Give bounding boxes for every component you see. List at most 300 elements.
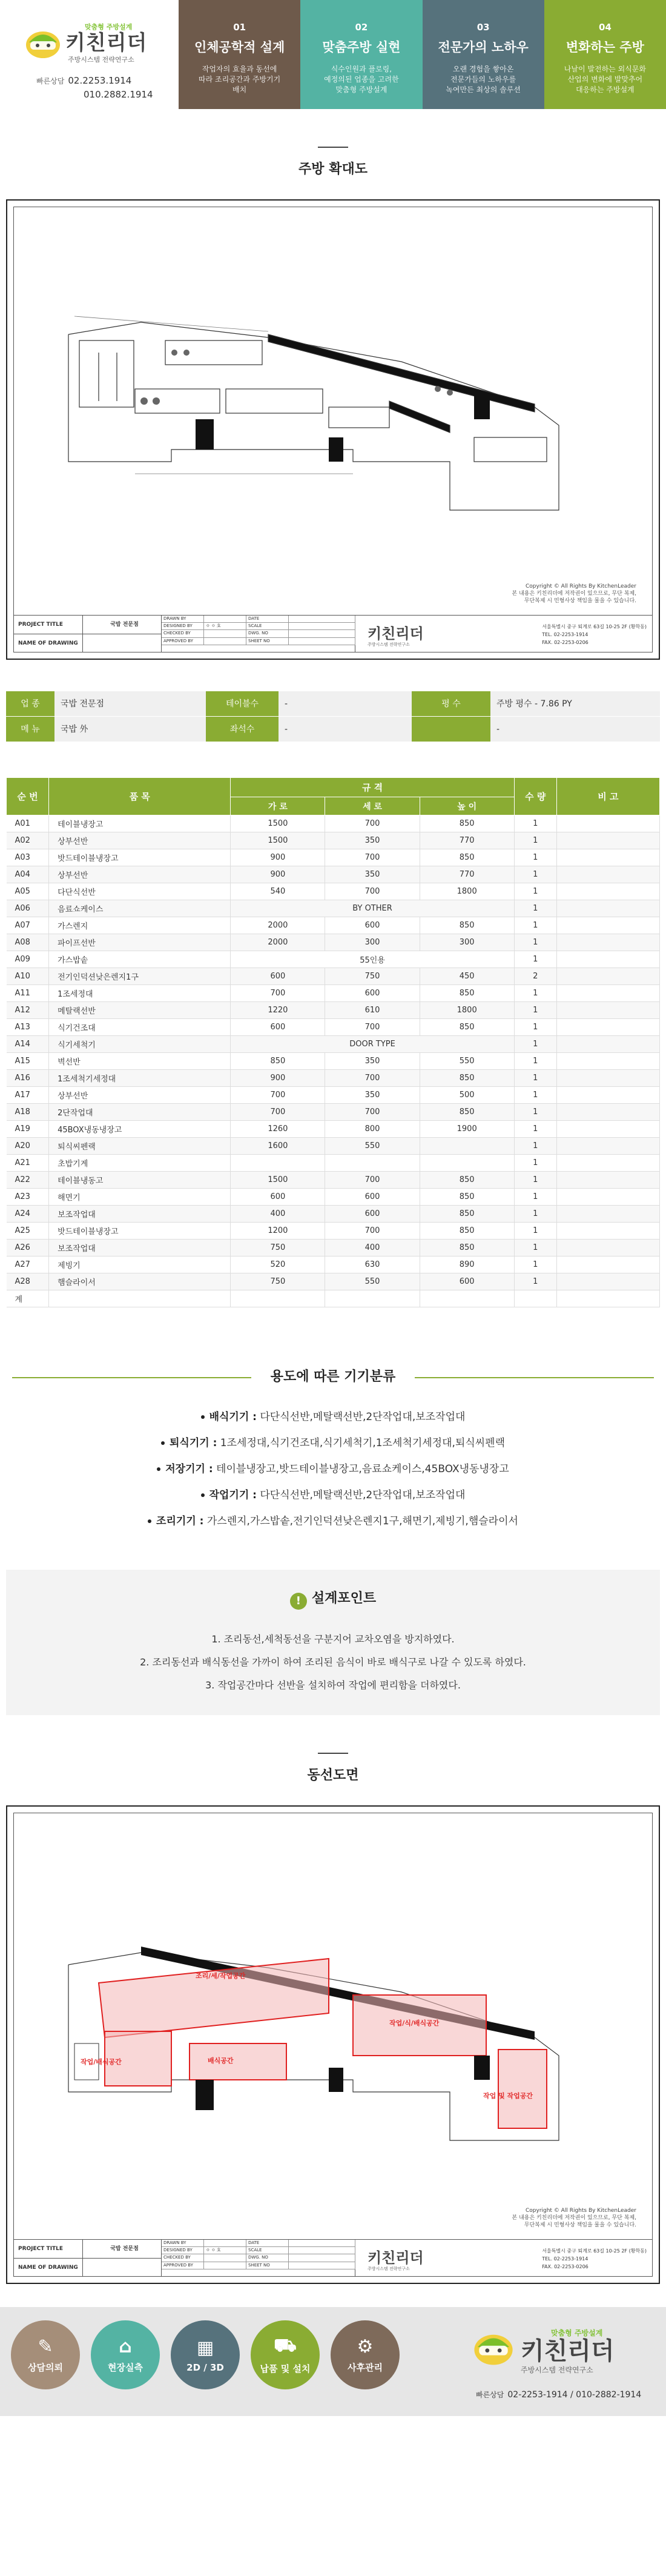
cell-width: 850 xyxy=(231,1053,325,1070)
cell-size: BY OTHER xyxy=(231,900,514,917)
bullet-icon xyxy=(148,1519,151,1523)
cell-depth: 610 xyxy=(325,1002,420,1019)
cell-code: A05 xyxy=(7,883,49,900)
copyright-note xyxy=(512,583,636,605)
title-block-field xyxy=(204,638,246,645)
usage-item xyxy=(0,1430,666,1456)
tab-title: 변화하는 주방 xyxy=(565,40,644,55)
table-row xyxy=(7,1121,660,1138)
usage-list xyxy=(0,1404,666,1535)
cell-qty: 1 xyxy=(514,985,556,1002)
cell-qty: 1 xyxy=(514,1121,556,1138)
company-address xyxy=(542,2247,647,2271)
cell-note xyxy=(556,1240,659,1256)
info-label-tables: 테이블수 xyxy=(206,691,279,716)
tel-line: TEL. 02-2253-1914 xyxy=(542,632,589,637)
cell-size: 55인용 xyxy=(231,951,514,968)
title-block-field: DATE xyxy=(246,616,289,623)
section-title-flow xyxy=(0,1715,666,1784)
cell-empty xyxy=(49,1290,231,1307)
cell-note xyxy=(556,1223,659,1240)
col-item: 품 목 xyxy=(49,778,231,815)
copyright-line: 무단복제 시 민형사상 책임을 물을 수 있습니다. xyxy=(524,2222,636,2228)
cell-height: 1900 xyxy=(420,1121,514,1138)
cell-code: A27 xyxy=(7,1256,49,1273)
cell-qty: 1 xyxy=(514,1172,556,1189)
cell-depth: 700 xyxy=(325,1104,420,1121)
cell-code: A07 xyxy=(7,917,49,934)
footer-logo-brand: 키친리더 xyxy=(521,2337,615,2365)
title-block-field: ㅇ ㅇ 호 xyxy=(204,623,246,630)
cell-width: 1500 xyxy=(231,815,325,832)
title-block-fields xyxy=(162,616,355,652)
cell-note xyxy=(556,1206,659,1223)
table-row xyxy=(7,1104,660,1121)
cell-total-label: 계 xyxy=(7,1290,49,1307)
col-height: 높 이 xyxy=(420,797,514,815)
title-block-field: ㅇ ㅇ 호 xyxy=(204,2247,246,2254)
step-label: 납품 및 설치 xyxy=(260,2363,311,2374)
project-name: 국밥 전문점 xyxy=(83,2240,161,2259)
cell-qty: 1 xyxy=(514,1155,556,1172)
copyright-line: Copyright © All Rights By KitchenLeader xyxy=(525,2208,636,2214)
cell-depth: 700 xyxy=(325,849,420,866)
cell-name: 상부선반 xyxy=(49,1087,231,1104)
title-block-field xyxy=(204,2254,246,2262)
cell-name: 45BOX냉동냉장고 xyxy=(49,1121,231,1138)
copyright-line: 무단복제 시 민형사상 책임을 물을 수 있습니다. xyxy=(524,598,636,604)
cell-note xyxy=(556,1104,659,1121)
cell-qty: 1 xyxy=(514,1053,556,1070)
cell-height: 450 xyxy=(420,968,514,985)
cell-width: 900 xyxy=(231,866,325,883)
usage-title: 용도에 따른 기기분류 xyxy=(270,1369,396,1384)
title-block-field xyxy=(289,616,355,623)
title-block-field: DWG. NO xyxy=(246,630,289,637)
cell-name: 보조작업대 xyxy=(49,1206,231,1223)
cell-qty: 1 xyxy=(514,1087,556,1104)
cell-note xyxy=(556,900,659,917)
cell-width: 750 xyxy=(231,1273,325,1290)
col-depth: 세 로 xyxy=(325,797,420,815)
cell-note xyxy=(556,1019,659,1036)
cell-qty: 1 xyxy=(514,883,556,900)
cell-depth: 300 xyxy=(325,934,420,951)
drawing-name-label: NAME OF DRAWING xyxy=(18,2265,78,2271)
table-row xyxy=(7,985,660,1002)
cell-qty: 1 xyxy=(514,1002,556,1019)
cell-height: 850 xyxy=(420,815,514,832)
feature-tab-2[interactable] xyxy=(300,0,422,109)
cell-code: A10 xyxy=(7,968,49,985)
logo-mark-icon xyxy=(24,24,62,59)
header-line-right xyxy=(415,1377,654,1378)
design-points-list xyxy=(6,1628,660,1697)
title-divider xyxy=(318,147,348,148)
cell-height: 300 xyxy=(420,934,514,951)
bullet-icon xyxy=(201,1493,205,1497)
phone-1[interactable]: 02.2253.1914 xyxy=(68,75,132,86)
cell-height: 550 xyxy=(420,1053,514,1070)
cell-height: 770 xyxy=(420,832,514,849)
col-size: 규 격 xyxy=(231,778,514,797)
cell-height: 850 xyxy=(420,1172,514,1189)
cell-depth: 550 xyxy=(325,1138,420,1155)
usage-value: 다단식선반,메탈랙선반,2단작업대,보조작업대 xyxy=(260,1411,466,1423)
table-row xyxy=(7,1240,660,1256)
title-block-field xyxy=(289,638,355,645)
design-point: 3. 작업공간마다 선반을 설치하여 작업에 편리함을 더하였다. xyxy=(205,1679,461,1691)
col-qty: 수 량 xyxy=(514,778,556,815)
table-row xyxy=(7,849,660,866)
zone-label-cook: 조리/세/작업공간 xyxy=(196,1972,246,1980)
title-block-field: DESIGNED BY xyxy=(162,2247,204,2254)
info-row xyxy=(6,717,660,742)
table-row xyxy=(7,1172,660,1189)
copyright-line: Copyright © All Rights By KitchenLeader xyxy=(525,583,636,589)
cell-name: 2단작업대 xyxy=(49,1104,231,1121)
cell-width: 400 xyxy=(231,1206,325,1223)
title-block-field xyxy=(204,616,246,623)
title-block-field: SHEET NO xyxy=(246,638,289,645)
cell-name: 초밥기계 xyxy=(49,1155,231,1172)
cell-height: 850 xyxy=(420,1019,514,1036)
table-row xyxy=(7,917,660,934)
table-row xyxy=(7,1256,660,1273)
footer-contact-label: 빠른상담 xyxy=(476,2391,504,2399)
cell-qty: 1 xyxy=(514,917,556,934)
info-label-menu: 메 뉴 xyxy=(6,717,54,742)
step-label: 2D / 3D xyxy=(186,2362,224,2373)
info-value-blank: - xyxy=(490,717,660,742)
table-row xyxy=(7,883,660,900)
cell-name: 전기인덕션낮은렌지1구 xyxy=(49,968,231,985)
kitchen-plan-drawing xyxy=(6,199,660,660)
zone-label-serve: 배식공간 xyxy=(208,2057,234,2065)
cell-qty: 1 xyxy=(514,832,556,849)
cell-height: 1800 xyxy=(420,883,514,900)
title-block-field xyxy=(204,2240,246,2247)
title-block-field: DRAWN BY xyxy=(162,616,204,623)
cell-width: 700 xyxy=(231,1104,325,1121)
cell-width: 540 xyxy=(231,883,325,900)
cell-width: 900 xyxy=(231,1070,325,1087)
feature-tab-3[interactable] xyxy=(423,0,544,109)
cell-height: 850 xyxy=(420,1189,514,1206)
cell-note xyxy=(556,1121,659,1138)
cell-code: A21 xyxy=(7,1155,49,1172)
title-divider xyxy=(318,1753,348,1754)
cell-width: 1220 xyxy=(231,1002,325,1019)
cell-depth: 350 xyxy=(325,1053,420,1070)
cell-name: 가스렌지 xyxy=(49,917,231,934)
usage-value: 다단식선반,메탈랙선반,2단작업대,보조작업대 xyxy=(260,1489,466,1501)
cell-qty: 2 xyxy=(514,968,556,985)
cell-name: 퇴식씨펜랙 xyxy=(49,1138,231,1155)
info-row xyxy=(6,691,660,717)
cell-note xyxy=(556,1053,659,1070)
address-line: 서울특별시 중구 퇴계로 63길 10-25 2F (황학동) xyxy=(542,624,647,629)
header-contact xyxy=(36,74,153,101)
cell-width xyxy=(231,1155,325,1172)
cell-depth: 600 xyxy=(325,1189,420,1206)
cell-name: 가스밥솥 xyxy=(49,951,231,968)
cell-code: A18 xyxy=(7,1104,49,1121)
cell-code: A25 xyxy=(7,1223,49,1240)
cell-depth: 800 xyxy=(325,1121,420,1138)
usage-key: 조리기기 : xyxy=(156,1515,204,1527)
tab-description: 작업자의 효율과 동선에 따라 조리공간과 주방기기 배치 xyxy=(199,65,281,94)
table-row xyxy=(7,1189,660,1206)
usage-key: 배식기기 : xyxy=(209,1411,257,1423)
titleblock-logo-text: 키친리더 xyxy=(368,625,424,642)
cell-code: A03 xyxy=(7,849,49,866)
cell-depth: 350 xyxy=(325,1087,420,1104)
cell-height: 850 xyxy=(420,1104,514,1121)
table-row xyxy=(7,866,660,883)
step-icon: ✎ xyxy=(38,2336,53,2357)
cell-note xyxy=(556,934,659,951)
tab-number: 02 xyxy=(355,22,368,33)
cell-depth: 630 xyxy=(325,1256,420,1273)
cell-qty: 1 xyxy=(514,900,556,917)
tab-number: 04 xyxy=(598,22,612,33)
cell-height: 890 xyxy=(420,1256,514,1273)
equipment-spec-table xyxy=(6,777,660,1307)
footer-logo-tag: 맞춤형 주방설계 xyxy=(551,2329,603,2337)
cell-qty: 1 xyxy=(514,849,556,866)
col-width: 가 로 xyxy=(231,797,325,815)
table-row xyxy=(7,1053,660,1070)
cell-depth: 400 xyxy=(325,1240,420,1256)
step-label: 사후관리 xyxy=(348,2362,383,2373)
tab-description: 식수인원과 플로링, 예정의된 업종을 고려한 맞춤형 주방설계 xyxy=(324,65,399,94)
drawing-title-block xyxy=(13,2239,653,2277)
cell-width: 1260 xyxy=(231,1121,325,1138)
table-row xyxy=(7,934,660,951)
address-line: 서울특별시 중구 퇴계로 63길 10-25 2F (황학동) xyxy=(542,2248,647,2254)
cell-depth: 600 xyxy=(325,1206,420,1223)
cell-height xyxy=(420,1155,514,1172)
table-row xyxy=(7,900,660,917)
table-row xyxy=(7,1070,660,1087)
info-label-type: 업 종 xyxy=(6,691,54,716)
info-label-blank xyxy=(412,717,490,742)
cell-name: 벽선반 xyxy=(49,1053,231,1070)
cell-note xyxy=(556,1002,659,1019)
process-step-2[interactable] xyxy=(91,2320,160,2389)
table-row xyxy=(7,1019,660,1036)
cell-note xyxy=(556,1273,659,1290)
cell-width: 2000 xyxy=(231,934,325,951)
cell-height: 850 xyxy=(420,1240,514,1256)
zone-label-work: 작업 및 작업공간 xyxy=(483,2092,533,2100)
project-title-label: PROJECT TITLE xyxy=(13,616,82,634)
footer-contact xyxy=(476,2389,641,2400)
titleblock-logo-sub: 주방시스템 전략연구소 xyxy=(368,642,410,647)
bullet-icon xyxy=(201,1415,205,1419)
titleblock-logo xyxy=(368,622,424,648)
table-row xyxy=(7,951,660,968)
cell-code: A26 xyxy=(7,1240,49,1256)
cell-name: 밧드테이블냉장고 xyxy=(49,849,231,866)
cell-qty: 1 xyxy=(514,1223,556,1240)
process-step-5[interactable] xyxy=(331,2320,400,2389)
cell-height: 850 xyxy=(420,849,514,866)
cell-name: 제빙기 xyxy=(49,1256,231,1273)
drawing-name-label: NAME OF DRAWING xyxy=(18,640,78,646)
floor-plan-graphic xyxy=(14,207,654,571)
cell-name: 1조세척기세정대 xyxy=(49,1070,231,1087)
process-step-1[interactable] xyxy=(11,2320,80,2389)
title-block-field: DESIGNED BY xyxy=(162,623,204,630)
cell-width: 900 xyxy=(231,849,325,866)
title-block-field: APPROVED BY xyxy=(162,2262,204,2269)
section-title-text: 주방 확대도 xyxy=(298,162,368,177)
feature-tab-4[interactable] xyxy=(544,0,666,109)
cell-height: 500 xyxy=(420,1087,514,1104)
table-total-row xyxy=(7,1290,660,1307)
cell-depth: 700 xyxy=(325,1172,420,1189)
table-row xyxy=(7,815,660,832)
title-block-field xyxy=(289,2240,355,2247)
page-footer xyxy=(0,2307,666,2416)
cell-width: 600 xyxy=(231,1189,325,1206)
cell-width: 700 xyxy=(231,1087,325,1104)
cell-note xyxy=(556,951,659,968)
tab-description: 오랜 경험을 쌓아온 전문가들의 노하우를 녹여만든 최상의 솔루션 xyxy=(446,65,521,94)
title-block-field: APPROVED BY xyxy=(162,638,204,645)
cell-code: A01 xyxy=(7,815,49,832)
titleblock-logo xyxy=(368,2246,424,2272)
title-block-field xyxy=(289,623,355,630)
cell-qty: 1 xyxy=(514,1273,556,1290)
cell-code: A23 xyxy=(7,1189,49,1206)
section-title-text: 동선도면 xyxy=(307,1768,359,1783)
copyright-line: 본 내용은 키친리더에 저작권이 있으므로, 무단 복제, xyxy=(512,2215,636,2221)
table-row xyxy=(7,1206,660,1223)
table-row xyxy=(7,968,660,985)
footer-phone[interactable]: 02-2253-1914 / 010-2882-1914 xyxy=(507,2390,642,2400)
cell-name: 상부선반 xyxy=(49,866,231,883)
brand-logo-block[interactable] xyxy=(12,18,170,100)
cell-code: A15 xyxy=(7,1053,49,1070)
info-value-tables: - xyxy=(279,691,412,716)
table-row xyxy=(7,1087,660,1104)
project-title-label: PROJECT TITLE xyxy=(13,2240,82,2259)
cell-name: 밧드테이블냉장고 xyxy=(49,1223,231,1240)
table-row xyxy=(7,1138,660,1155)
cell-note xyxy=(556,1036,659,1053)
logo-brand-name: 키친리더 xyxy=(65,31,148,55)
cell-width: 1500 xyxy=(231,832,325,849)
bullet-icon xyxy=(161,1441,165,1445)
cell-height: 1800 xyxy=(420,1002,514,1019)
fax-line: FAX. 02-2253-0206 xyxy=(542,2264,589,2269)
cell-code: A20 xyxy=(7,1138,49,1155)
table-row xyxy=(7,1273,660,1290)
cell-depth: 350 xyxy=(325,866,420,883)
table-row xyxy=(7,1036,660,1053)
usage-key: 퇴식기기 : xyxy=(169,1437,217,1449)
cell-note xyxy=(556,985,659,1002)
cell-height: 600 xyxy=(420,1273,514,1290)
process-step-4[interactable] xyxy=(251,2320,320,2389)
cell-depth: 550 xyxy=(325,1273,420,1290)
cell-empty xyxy=(325,1290,420,1307)
usage-key: 작업기기 : xyxy=(209,1489,257,1501)
process-step-3[interactable] xyxy=(171,2320,240,2389)
cell-empty xyxy=(556,1290,659,1307)
cell-note xyxy=(556,1155,659,1172)
cell-code: A11 xyxy=(7,985,49,1002)
usage-item xyxy=(0,1404,666,1430)
table-row xyxy=(7,1002,660,1019)
tab-number: 01 xyxy=(233,22,246,33)
cell-height: 850 xyxy=(420,1206,514,1223)
cell-name: 식기세척기 xyxy=(49,1036,231,1053)
project-name: 국밥 전문점 xyxy=(83,616,161,634)
cell-depth: 350 xyxy=(325,832,420,849)
tab-title: 인체공학적 설계 xyxy=(194,40,285,55)
tab-title: 전문가의 노하우 xyxy=(438,40,529,55)
cell-name: 음료쇼케이스 xyxy=(49,900,231,917)
cell-qty: 1 xyxy=(514,1189,556,1206)
info-value-area: 주방 평수 - 7.86 PY xyxy=(490,691,660,716)
cell-empty xyxy=(420,1290,514,1307)
cell-height: 850 xyxy=(420,1223,514,1240)
tab-description: 나날이 발전하는 외식문화 산업의 변화에 발맞추어 대응하는 주방설계 xyxy=(564,65,646,94)
cell-code: A13 xyxy=(7,1019,49,1036)
cell-code: A09 xyxy=(7,951,49,968)
design-points-title-text: 설계포인트 xyxy=(311,1591,377,1606)
title-block-field: DWG. NO xyxy=(246,2254,289,2262)
tel-line: TEL. 02-2253-1914 xyxy=(542,2256,589,2262)
feature-tab-1[interactable] xyxy=(179,0,300,109)
usage-item xyxy=(0,1456,666,1482)
cell-note xyxy=(556,815,659,832)
bullet-icon xyxy=(157,1467,160,1471)
table-row xyxy=(7,1155,660,1172)
cell-code: A08 xyxy=(7,934,49,951)
cell-code: A24 xyxy=(7,1206,49,1223)
company-address xyxy=(542,623,647,646)
cell-code: A19 xyxy=(7,1121,49,1138)
cell-code: A12 xyxy=(7,1002,49,1019)
phone-2[interactable]: 010.2882.1914 xyxy=(84,89,153,100)
cell-height: 850 xyxy=(420,1070,514,1087)
cell-height xyxy=(420,1138,514,1155)
cell-width: 1600 xyxy=(231,1138,325,1155)
cell-width: 700 xyxy=(231,985,325,1002)
table-row xyxy=(7,1223,660,1240)
info-value-menu: 국밥 外 xyxy=(54,717,206,742)
cell-name: 보조작업대 xyxy=(49,1240,231,1256)
cell-depth: 600 xyxy=(325,985,420,1002)
tab-number: 03 xyxy=(476,22,490,33)
drawing-name-value xyxy=(83,2259,161,2277)
copyright-line: 본 내용은 키친리더에 저작권이 있으므로, 무단 복제, xyxy=(512,591,636,597)
cell-width: 2000 xyxy=(231,917,325,934)
store-info-table xyxy=(6,691,660,742)
titleblock-logo-text: 키친리더 xyxy=(368,2249,424,2266)
cell-note xyxy=(556,849,659,866)
cell-note xyxy=(556,917,659,934)
design-point: 2. 조리동선과 배식동선을 가까이 하여 조리된 음식이 바로 배식구로 나갈 수 있도록 하였다. xyxy=(140,1656,526,1668)
cell-code: A17 xyxy=(7,1087,49,1104)
cell-width: 600 xyxy=(231,1019,325,1036)
cell-qty: 1 xyxy=(514,1104,556,1121)
